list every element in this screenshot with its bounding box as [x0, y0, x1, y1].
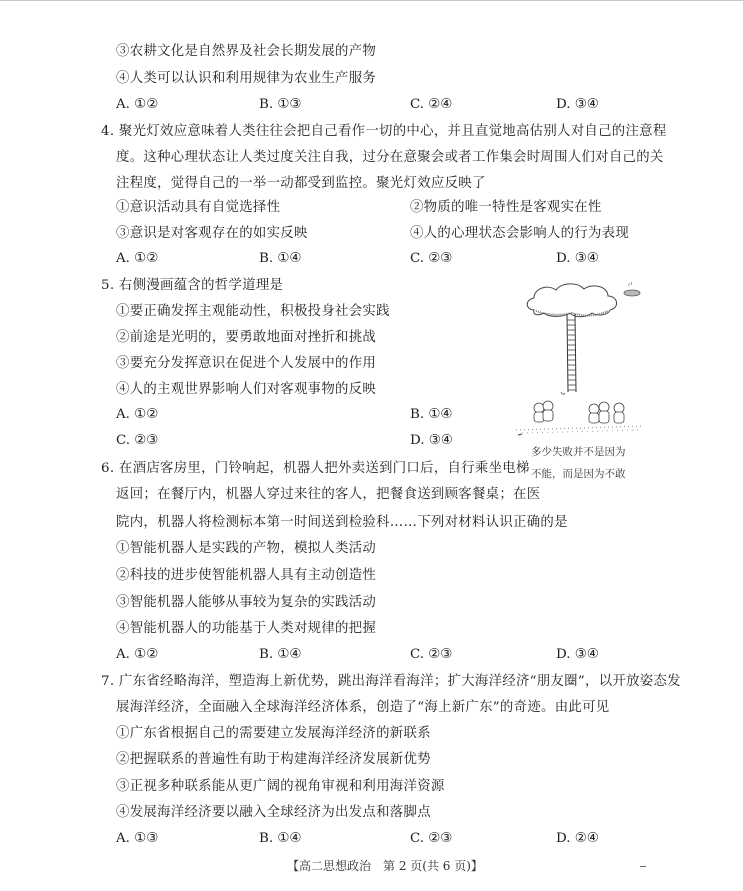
statement-1: ①广东省根据自己的需要建立发展海洋经济的新联系	[116, 726, 431, 741]
cartoon-ladder-to-cloud	[512, 280, 648, 438]
footer-mark	[640, 866, 646, 867]
cartoon-caption-line-2: 不能，而是因为不敢	[531, 468, 626, 480]
option-b: B. ①③	[259, 97, 302, 112]
cartoon-caption-line-1: 多少失败并不是因为	[531, 446, 626, 458]
option-a: A. ①②	[116, 407, 159, 422]
statement-2: ②科技的进步使智能机器人具有主动创造性	[116, 568, 377, 583]
page-footer: 【高二思想政治 第 2 页(共 6 页)】	[287, 859, 483, 873]
option-b: B. ①④	[259, 831, 302, 846]
option-b: B. ①④	[410, 407, 453, 422]
option-c: C. ②③	[116, 433, 159, 448]
page-top-border	[0, 0, 743, 1]
statement-1: ①意识活动具有自觉选择性	[116, 200, 281, 215]
option-d: D. ③④	[556, 251, 599, 266]
statement-1: ①智能机器人是实践的产物，模拟人类活动	[116, 541, 377, 556]
statement-4: ④发展海洋经济要以融入全球经济为出发点和落脚点	[116, 805, 431, 820]
statement-3: ③农耕文化是自然界及社会长期发展的产物	[116, 44, 377, 59]
statement-1: ①要正确发挥主观能动性，积极投身社会实践	[116, 304, 390, 319]
question-stem: 5. 右侧漫画蕴含的哲学道理是	[101, 278, 284, 293]
question-stem-line: 度。这种心理状态让人类过度关注自我，过分在意聚会或者工作集会时周围人们对自己的关	[116, 150, 664, 165]
statement-3: ③智能机器人能够从事较为复杂的实践活动	[116, 595, 377, 610]
option-d: D. ③④	[556, 647, 599, 662]
option-a: A. ①②	[116, 647, 159, 662]
question-stem-line: 返回；在餐厅内，机器人穿过来往的客人，把餐食送到顾客餐桌；在医	[116, 487, 541, 502]
option-c: C. ②③	[410, 647, 453, 662]
option-a: A. ①②	[116, 251, 159, 266]
option-b: B. ①④	[259, 647, 302, 662]
option-d: D. ③④	[556, 97, 599, 112]
question-stem-line: 7. 广东省经略海洋，塑造海上新优势，跳出海洋看海洋；扩大海洋经济“朋友圈”，以开放姿态发	[101, 674, 681, 689]
option-a: A. ①②	[116, 97, 159, 112]
option-a: A. ①③	[116, 831, 159, 846]
option-c: C. ②③	[410, 831, 453, 846]
statement-4: ④人类可以认识和利用规律为农业生产服务	[116, 71, 377, 86]
statement-3: ③意识是对客观存在的如实反映	[116, 226, 308, 241]
option-d: D. ③④	[410, 433, 453, 448]
option-c: C. ②③	[410, 251, 453, 266]
option-b: B. ①④	[259, 251, 302, 266]
statement-4: ④人的心理状态会影响人的行为表现	[410, 226, 630, 241]
question-stem-line: 4. 聚光灯效应意味着人类往往会把自己看作一切的中心，并且直觉地高估别人对自己的注意程	[101, 124, 667, 139]
question-stem-line: 注程度，觉得自己的一举一动都受到监控。聚光灯效应反映了	[116, 176, 486, 191]
statement-2: ②把握联系的普遍性有助于构建海洋经济发展新优势	[116, 752, 431, 767]
statement-2: ②前途是光明的，要勇敢地面对挫折和挑战	[116, 330, 377, 345]
statement-3: ③正视多种联系能从更广阔的视角审视和利用海洋资源	[116, 779, 445, 794]
option-c: C. ②④	[410, 97, 453, 112]
statement-3: ③要充分发挥意识在促进个人发展中的作用	[116, 356, 377, 371]
option-d: D. ②④	[556, 831, 599, 846]
statement-4: ④人的主观世界影响人们对客观事物的反映	[116, 382, 377, 397]
question-stem-line: 6. 在酒店客房里，门铃响起，机器人把外卖送到门口后，自行乘坐电梯	[101, 461, 530, 476]
question-stem-line: 展海洋经济，全面融入全球海洋经济体系，创造了“海上新广东”的奇迹。由此可见	[116, 700, 610, 715]
question-stem-line: 院内，机器人将检测标本第一时间送到检验科……下列对材料认识正确的是	[116, 515, 568, 530]
statement-2: ②物质的唯一特性是客观实在性	[410, 200, 602, 215]
statement-4: ④智能机器人的功能基于人类对规律的把握	[116, 621, 377, 636]
